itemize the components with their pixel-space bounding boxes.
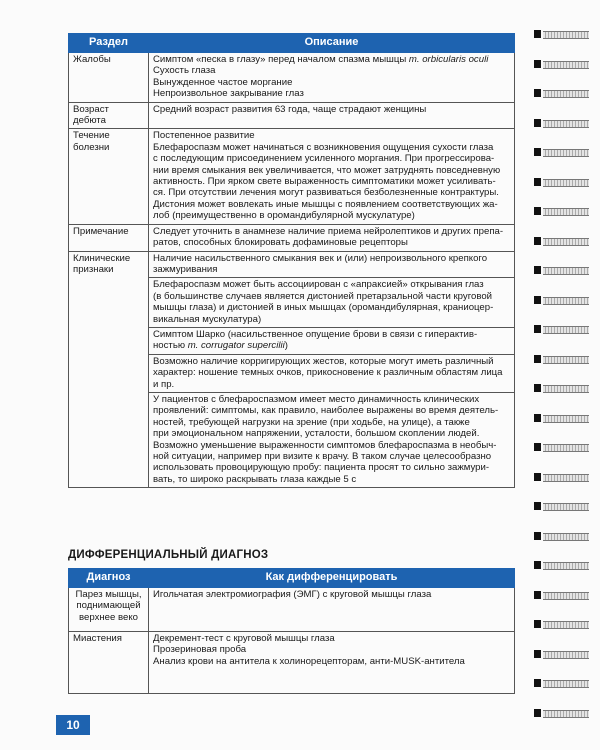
course-line: ся. При отсутствии лечения могут развиваться безболезненные контрактуры. bbox=[153, 187, 499, 199]
onset-description: Средний возраст развития 63 года, чаще страдают женщины bbox=[149, 102, 515, 129]
header-section: Раздел bbox=[69, 34, 149, 53]
method-ptosis bbox=[149, 588, 515, 632]
complaints-line bbox=[153, 54, 510, 65]
sign-line: проявлений: симптомы, как правило, наиболее выражены во время деятель- bbox=[153, 405, 499, 417]
sign-line: Наличие насильственного смыкания век и (или) непроизвольного крепкого bbox=[153, 252, 488, 264]
binding-ring bbox=[534, 382, 592, 394]
sign-line: при эмоциональном напряжении, усталости, большом скоплении людей. bbox=[153, 428, 480, 440]
diagnosis-myasthenia bbox=[69, 632, 149, 694]
binding-hole bbox=[534, 30, 541, 38]
binding-wire bbox=[543, 474, 589, 482]
section-onset-line: дебюта bbox=[73, 115, 106, 127]
diagnosis-line: Парез мышцы, bbox=[75, 589, 142, 600]
section-signs bbox=[69, 251, 149, 488]
binding-wire bbox=[543, 356, 589, 364]
sign-item bbox=[149, 327, 515, 354]
sign-line: и пр. bbox=[153, 378, 175, 390]
section-onset bbox=[69, 102, 149, 129]
binding-hole bbox=[534, 443, 541, 451]
binding-wire bbox=[543, 592, 589, 600]
section-course-line: Течение bbox=[73, 130, 110, 142]
binding-hole bbox=[534, 561, 541, 569]
differential-table bbox=[68, 568, 515, 694]
sign-line: Возможно уменьшение выраженности симптомов блефароспазма в необыч- bbox=[153, 439, 497, 451]
section-complaints: Жалобы bbox=[69, 53, 149, 103]
binding-hole bbox=[534, 532, 541, 540]
complaints-line: Сухость глаза bbox=[153, 65, 216, 77]
sign-line: вать, то широко раскрывать глаза каждые 5 с bbox=[153, 473, 357, 485]
binding-wire bbox=[543, 385, 589, 393]
clinical-table-header bbox=[69, 34, 515, 53]
binding-ring bbox=[534, 205, 592, 217]
diagnosis-ptosis bbox=[69, 588, 149, 632]
binding-wire bbox=[543, 562, 589, 570]
binding-hole bbox=[534, 89, 541, 97]
row-onset bbox=[69, 102, 515, 129]
binding-hole bbox=[534, 591, 541, 599]
binding-ring bbox=[534, 618, 592, 630]
row-myasthenia bbox=[69, 632, 515, 694]
row-course bbox=[69, 129, 515, 224]
binding-hole bbox=[534, 650, 541, 658]
course-description bbox=[149, 129, 515, 224]
section-course-line: болезни bbox=[73, 141, 110, 153]
complaints-line-text: Симптом «песка в глазу» перед началом спазма мышцы bbox=[153, 54, 409, 65]
binding-ring bbox=[534, 500, 592, 512]
binding-ring bbox=[534, 176, 592, 188]
method-line: Анализ крови на антитела к холинорецепторам, анти-MUSK-антитела bbox=[153, 655, 465, 667]
course-line: активность. При ярком свете выраженность симптоматики может усиливать- bbox=[153, 176, 496, 188]
complaints-line: Непроизвольное закрывание глаз bbox=[153, 88, 304, 100]
muscle-name-italic: m. corrugator supercilii bbox=[187, 340, 285, 352]
method-line: Игольчатая электромиография (ЭМГ) с круговой мышцы глаза bbox=[153, 589, 432, 600]
binding-ring bbox=[534, 471, 592, 483]
binding-ring bbox=[534, 87, 592, 99]
method-line: Декремент-тест с круговой мышцы глаза bbox=[153, 633, 335, 644]
course-line: Дистония может вовлекать иные мышцы с появлением соответствующих жа- bbox=[153, 198, 498, 210]
binding-ring bbox=[534, 117, 592, 129]
binding-ring bbox=[534, 707, 592, 719]
binding-wire bbox=[543, 503, 589, 511]
section-onset-line: Возраст bbox=[73, 103, 109, 115]
binding-hole bbox=[534, 709, 541, 717]
binding-ring bbox=[534, 353, 592, 365]
section-course bbox=[69, 129, 149, 224]
sign-item bbox=[149, 354, 515, 392]
binding-ring bbox=[534, 235, 592, 247]
binding-hole bbox=[534, 119, 541, 127]
binding-hole bbox=[534, 266, 541, 274]
page-number-badge: 10 bbox=[56, 715, 90, 735]
binding-wire bbox=[543, 533, 589, 541]
sign-line: зажмуривания bbox=[153, 263, 218, 275]
sign-line: ной ситуации, например при визите к врачу. В таком случае целесообразно bbox=[153, 451, 492, 462]
binding-wire bbox=[543, 651, 589, 659]
section-note: Примечание bbox=[69, 224, 149, 251]
binding-hole bbox=[534, 355, 541, 363]
row-note bbox=[69, 224, 515, 251]
row-complaints bbox=[69, 53, 515, 103]
binding-wire bbox=[543, 415, 589, 423]
binding-ring bbox=[534, 28, 592, 40]
binding-ring bbox=[534, 264, 592, 276]
binding-hole bbox=[534, 296, 541, 304]
binding-wire bbox=[543, 444, 589, 452]
sign-line: Блефароспазм может быть ассоциирован с «апраксией» открывания глаз bbox=[153, 279, 484, 291]
sign-line bbox=[153, 340, 510, 351]
binding-hole bbox=[534, 502, 541, 510]
binding-ring bbox=[534, 559, 592, 571]
header-diagnosis: Диагноз bbox=[69, 569, 149, 588]
binding-hole bbox=[534, 60, 541, 68]
method-line: Прозериновая проба bbox=[153, 644, 247, 656]
section-signs-line: Клинические bbox=[73, 252, 131, 264]
binding-hole bbox=[534, 325, 541, 333]
section-signs-line: признаки bbox=[73, 263, 114, 275]
binding-wire bbox=[543, 326, 589, 334]
sign-line: У пациентов с блефароспазмом имеет место динамичность клинических bbox=[153, 393, 480, 405]
diagnosis-line: поднимающей bbox=[76, 600, 141, 612]
row-signs-1 bbox=[69, 251, 515, 278]
sign-item bbox=[149, 251, 515, 278]
binding-ring bbox=[534, 412, 592, 424]
binding-hole bbox=[534, 414, 541, 422]
binding-ring bbox=[534, 294, 592, 306]
header-how-differentiate: Как дифференцировать bbox=[149, 569, 515, 588]
course-line: с последующим присоединением усиленного моргания. При прогрессирова- bbox=[153, 153, 495, 165]
binding-ring bbox=[534, 589, 592, 601]
sign-line: использовать провоцирующую пробу: пациента просят то сильно зажмури- bbox=[153, 462, 490, 474]
binding-ring bbox=[534, 441, 592, 453]
binding-hole bbox=[534, 679, 541, 687]
binding-wire bbox=[543, 90, 589, 98]
clinical-table bbox=[68, 33, 515, 488]
course-line: Постепенное развитие bbox=[153, 130, 255, 142]
binding-wire bbox=[543, 267, 589, 275]
diagnosis-line: Миастения bbox=[73, 633, 122, 644]
binding-ring bbox=[534, 677, 592, 689]
binding-ring bbox=[534, 323, 592, 335]
note-description bbox=[149, 224, 515, 251]
complaints-line: Вынужденное частое моргание bbox=[153, 76, 293, 88]
binding-hole bbox=[534, 207, 541, 215]
method-myasthenia bbox=[149, 632, 515, 694]
row-ptosis bbox=[69, 588, 515, 632]
note-line: Следует уточнить в анамнезе наличие приема нейролептиков и других препа- bbox=[153, 225, 504, 237]
sign-line-text: ностью bbox=[153, 340, 188, 352]
binding-wire bbox=[543, 179, 589, 187]
binding-ring bbox=[534, 58, 592, 70]
course-line: нии время смыкания век увеличивается, что может затруднять повседневную bbox=[153, 164, 501, 176]
binding-wire bbox=[543, 680, 589, 688]
muscle-name-italic: m. orbicularis oculi bbox=[408, 54, 489, 65]
complaints-description bbox=[149, 53, 515, 103]
sign-line: ностей, требующей нагрузки на зрение (при ходьбе, на улице), а также bbox=[153, 416, 470, 428]
binding-hole bbox=[534, 148, 541, 156]
binding-wire bbox=[543, 710, 589, 718]
binding-wire bbox=[543, 149, 589, 157]
course-line: Блефароспазм может начинаться с возникновения ощущения сухости глаза bbox=[153, 141, 494, 153]
differential-heading: ДИФФЕРЕНЦИАЛЬНЫЙ ДИАГНОЗ bbox=[68, 549, 269, 561]
sign-line-text: ) bbox=[284, 340, 288, 352]
binding-hole bbox=[534, 237, 541, 245]
binding-ring bbox=[534, 530, 592, 542]
course-line: лоб (преимущественно в оромандибулярной мускулатуре) bbox=[153, 210, 415, 222]
sign-item bbox=[149, 392, 515, 487]
sign-line: викальная мускулатура) bbox=[153, 313, 262, 325]
binding-hole bbox=[534, 178, 541, 186]
sign-line: Возможно наличие корригирующих жестов, которые могут иметь различный bbox=[153, 355, 494, 367]
binding-wire bbox=[543, 120, 589, 128]
note-line: ратов, способных блокировать дофаминовые рецепторы bbox=[153, 237, 408, 249]
diagnosis-line: верхнее веко bbox=[79, 611, 138, 623]
binding-wire bbox=[543, 208, 589, 216]
sign-line: мышцы глаза) и дистонией в иных мышцах (оромандибулярная, краниоцер- bbox=[153, 302, 494, 314]
binding-wire bbox=[543, 31, 589, 39]
binding-hole bbox=[534, 473, 541, 481]
binding-hole bbox=[534, 384, 541, 392]
sign-line: (в большинстве случаев является дистонией претарзальной части круговой bbox=[153, 290, 493, 302]
binding-wire bbox=[543, 61, 589, 69]
header-description: Описание bbox=[149, 34, 515, 53]
binding-wire bbox=[543, 297, 589, 305]
binding-ring bbox=[534, 146, 592, 158]
sign-line: Симптом Шарко (насильственное опущение брови в связи с гиперактив- bbox=[153, 328, 478, 340]
binding-wire bbox=[543, 238, 589, 246]
binding-wire bbox=[543, 621, 589, 629]
binding-ring bbox=[534, 648, 592, 660]
binding-hole bbox=[534, 620, 541, 628]
sign-line: характер: ношение темных очков, прикосновение к различным областям лица bbox=[153, 367, 503, 379]
sign-item bbox=[149, 278, 515, 328]
differential-table-header bbox=[69, 569, 515, 588]
